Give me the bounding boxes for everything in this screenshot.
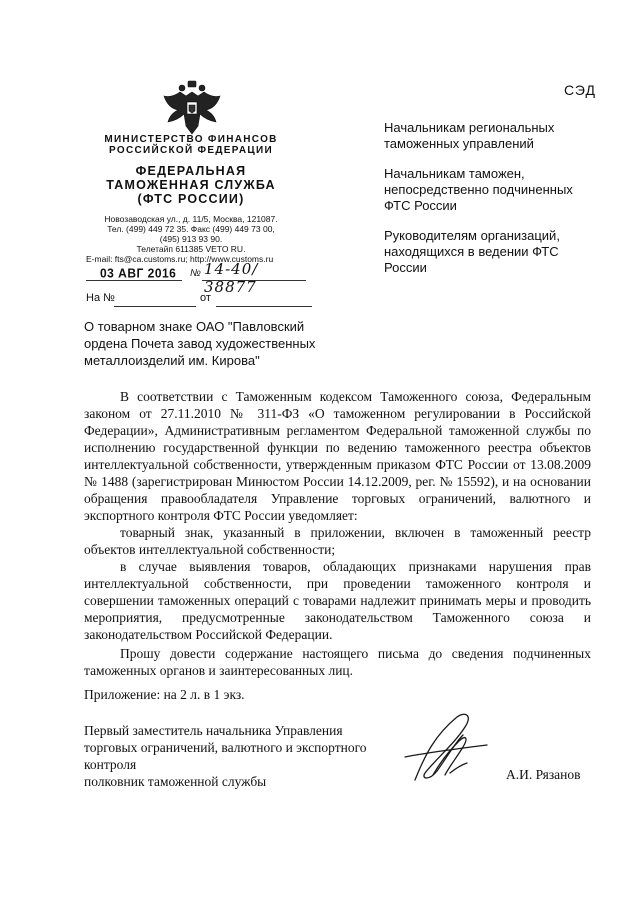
- contact-info: [86, 214, 296, 264]
- signer-line4: полковник таможенной службы: [84, 774, 267, 789]
- service-line2: ТАМОЖЕННАЯ СЛУЖБА: [106, 178, 276, 192]
- ref-label: На №: [86, 292, 115, 304]
- service-line3: (ФТС РОССИИ): [137, 192, 245, 206]
- service-name: [86, 164, 296, 206]
- ministry-name: [86, 134, 296, 156]
- body-paragraph: Прошу довести содержание настоящего письма до сведения подчиненных таможенных органов и заинтересованных лиц.: [84, 646, 591, 678]
- coat-of-arms-icon: [160, 78, 224, 138]
- handwritten-signature: [395, 705, 495, 795]
- recipients-block: [384, 120, 594, 290]
- recipient-item: Руководителям организаций, находящихся в ведении ФТС России: [384, 228, 560, 275]
- recipient-item: Начальникам таможен, непосредственно подчиненных ФТС России: [384, 166, 573, 213]
- attachment-note: Приложение: на 2 л. в 1 экз.: [84, 687, 245, 702]
- recipient-item: Начальникам региональных таможенных управлений: [384, 120, 555, 151]
- date-stamp: 03 АВГ 2016: [100, 265, 177, 281]
- sender-block: [86, 134, 296, 264]
- number-label: №: [190, 268, 201, 279]
- signer-title: [84, 722, 404, 790]
- signer-line1: Первый заместитель начальника Управления: [84, 723, 343, 738]
- sed-mark: СЭД: [563, 82, 596, 98]
- phone2-text: (495) 913 93 90.: [159, 234, 223, 244]
- signer-name: А.И. Рязанов: [506, 767, 581, 782]
- ministry-line2: РОССИЙСКОЙ ФЕДЕРАЦИИ: [109, 145, 273, 156]
- reference-line: [86, 292, 316, 308]
- service-line1: ФЕДЕРАЛЬНАЯ: [135, 164, 247, 178]
- signer-line2: торговых ограничений, валютного и экспортного: [84, 740, 367, 755]
- subject-line: О товарном знаке ОАО "Павловский ордена Почета завод художественных металлоизделий им. Кирова": [84, 319, 316, 368]
- phone-text: Тел. (499) 449 72 35. Факс (499) 449 73 00,: [107, 224, 275, 234]
- registration-line: [86, 260, 306, 296]
- ministry-line1: МИНИСТЕРСТВО ФИНАНСОВ: [104, 134, 278, 145]
- email-text: E-mail: fts@ca.customs.ru; http://www.customs.ru: [86, 254, 274, 264]
- body-paragraph: в случае выявления товаров, обладающих признаками нарушения прав интеллектуальной собственности, при проведении таможенного контроля и совершении таможенных операций с товарами надлежит принимать меры и проводить мероприятия, предусмотренные законодательством Таможенного союза и законодательством Российской Федерации.: [84, 559, 591, 642]
- signer-line3: контроля: [84, 757, 137, 772]
- body-paragraph: В соответствии с Таможенным кодексом Таможенного союза, Федеральным законом от 27.11.2010 № 311-ФЗ «О таможенном регулировании в Российской Федерации», Административным регламентом Федеральной таможенной службы по исполнению государственной функции по ведению таможенного реестра объектов интеллектуальной собственности, утвержденным приказом ФТС России от 13.08.2009 № 1488 (зарегистрирован Минюстом России 14.12.2009, рег. № 15592), и на основании обращения правообладателя Управление торговых ограничений, валютного и экспортного контроля ФТС России уведомляет:: [84, 389, 591, 523]
- letter-body: [84, 388, 591, 679]
- body-paragraph: товарный знак, указанный в приложении, включен в таможенный реестр объектов интеллектуальной собственности;: [84, 525, 591, 557]
- registration-number: 14-40/ 38877: [204, 260, 259, 296]
- address-text: Новозаводская ул., д. 11/5, Москва, 121087.: [104, 214, 278, 224]
- teletype-text: Телетайп 611385 VETO RU.: [136, 244, 246, 254]
- ref-from-label: от: [200, 292, 211, 304]
